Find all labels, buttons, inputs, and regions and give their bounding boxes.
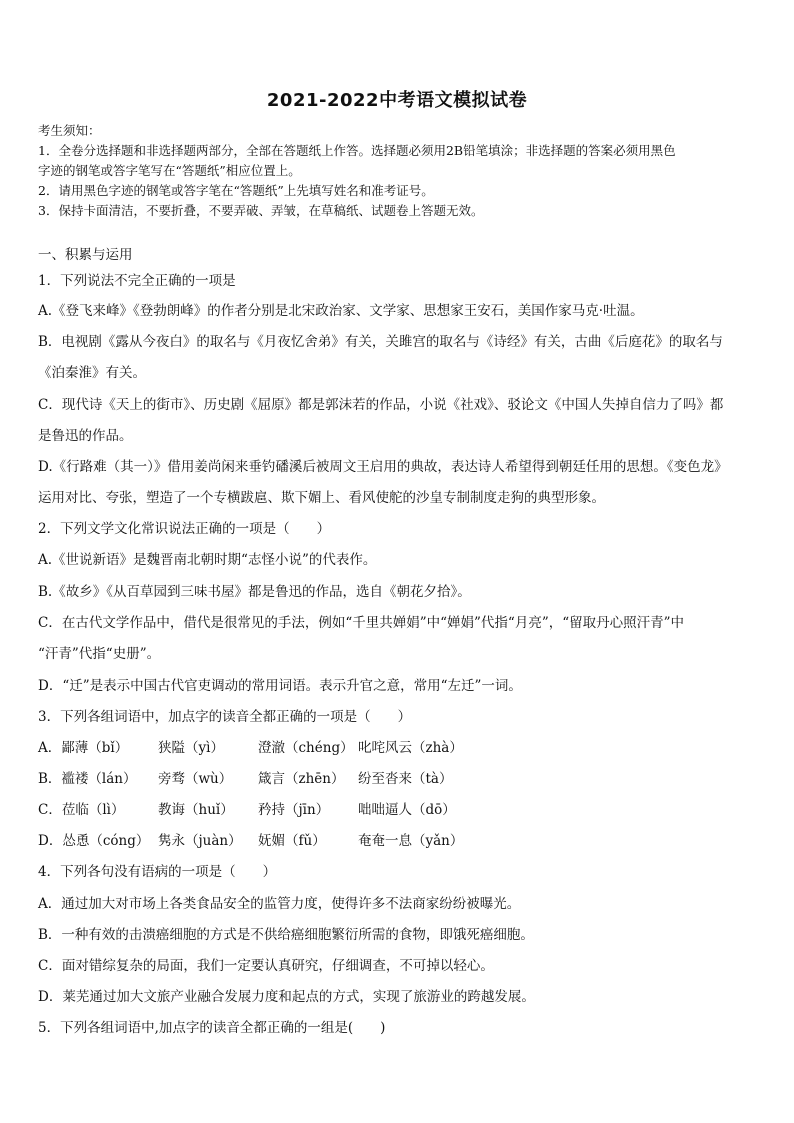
q3-c-word: 矜持（jīn） <box>258 802 330 818</box>
q3-b-word: B．褴褛（lán） <box>38 771 137 787</box>
question-stem-3: 3．下列各组词语中，加点字的读音全都正确的一项是（ ） <box>38 709 412 725</box>
q1-option-d: D.《行路难（其一）》借用姜尚闲来垂钓磻溪后被周文王启用的典故，表达诗人希望得到朝廷任用的思想。《变色龙》 <box>38 459 728 475</box>
q4-option-d: D．莱芜通过加大文旅产业融合发展力度和起点的方式，实现了旅游业的跨越发展。 <box>38 989 535 1005</box>
q3-a-word: 澄澈（chéng） <box>258 740 354 756</box>
q2-option-b: B.《故乡》《从百草园到三味书屋》都是鲁迅的作品，选自《朝花夕拾》。 <box>38 584 471 600</box>
q3-a-word: A．鄙薄（bǐ） <box>38 740 129 756</box>
notice-heading: 考生须知： <box>38 123 101 138</box>
q1-option-a: A.《登飞来峰》《登勃朗峰》的作者分别是北宋政治家、文学家、思想家王安石，美国作家马克·吐温。 <box>38 303 644 319</box>
q2-option-a: A.《世说新语》是魏晋南北朝时期“志怪小说”的代表作。 <box>38 552 377 568</box>
q1-option-b-cont: 《泊秦淮》有关。 <box>38 365 146 381</box>
notice-line: 2．请用黑色字迹的钢笔或答字笔在“答题纸”上先填写姓名和准考证号。 <box>38 183 434 198</box>
q2-option-c-cont: “汗青”代指“史册”。 <box>38 646 161 662</box>
q3-d-word: 妩媚（fǔ） <box>258 833 326 849</box>
q3-option-a <box>38 739 463 757</box>
q3-option-d <box>38 832 463 850</box>
q3-b-word: 箴言（zhēn） <box>258 771 345 787</box>
page-title: 2021-2022中考语文模拟试卷 <box>266 90 528 111</box>
q4-option-a: A．通过加大对市场上各类食品安全的监管力度，使得许多不法商家纷纷被曝光。 <box>38 896 521 912</box>
q3-c-word: 咄咄逼人（dō） <box>358 802 456 818</box>
q1-option-c-cont: 是鲁迅的作品。 <box>38 428 133 444</box>
section-heading: 一、积累与运用 <box>38 247 133 263</box>
q1-option-b: B．电视剧《露从今夜白》的取名与《月夜忆舍弟》有关，关雎宫的取名与《诗经》有关，古曲《后庭花》的取名与 <box>38 334 723 350</box>
notice-line: 1．全卷分选择题和非选择题两部分，全部在答题纸上作答。选择题必须用2B铅笔填涂；非选择题的答案必须用黑色 <box>38 143 676 158</box>
q1-option-d-cont: 运用对比、夸张，塑造了一个专横跋扈、欺下媚上、看风使舵的沙皇专制制度走狗的典型形象。 <box>38 490 605 506</box>
question-stem-5: 5．下列各组词语中,加点字的读音全都正确的一组是( ) <box>38 1020 386 1036</box>
q3-d-word: D．怂恿（cóng） <box>38 833 150 849</box>
q3-d-word: 隽永（juàn） <box>158 833 242 849</box>
q3-d-word: 奄奄一息（yǎn） <box>358 833 464 849</box>
q3-c-word: C．莅临（lì） <box>38 802 125 818</box>
q1-option-c: C．现代诗《天上的街市》、历史剧《屈原》都是郭沫若的作品，小说《社戏》、驳论文《中国人失掉自信力了吗》都 <box>38 397 724 413</box>
question-stem-4: 4．下列各句没有语病的一项是（ ） <box>38 864 277 880</box>
q2-option-d: D．“迁”是表示中国古代官吏调动的常用词语。表示升官之意，常用“左迁”一词。 <box>38 678 522 694</box>
notice-line: 3．保持卡面清洁，不要折叠，不要弄破、弄皱，在草稿纸、试题卷上答题无效。 <box>38 203 484 218</box>
question-stem-2: 2．下列文学文化常识说法正确的一项是（ ） <box>38 521 331 537</box>
q3-c-word: 教诲（huǐ） <box>158 802 234 818</box>
q3-option-b <box>38 770 452 788</box>
q3-a-word: 叱咤风云（zhà） <box>358 740 463 756</box>
q4-option-c: C．面对错综复杂的局面，我们一定要认真研究，仔细调查，不可掉以轻心。 <box>38 958 494 974</box>
q3-a-word: 狭隘（yì） <box>158 740 224 756</box>
q3-b-word: 纷至沓来（tà） <box>358 771 453 787</box>
q4-option-b: B．一种有效的击溃癌细胞的方式是不供给癌细胞繁衍所需的食物，即饿死癌细胞。 <box>38 927 534 943</box>
notice-line: 字迹的钢笔或答字笔写在“答题纸”相应位置上。 <box>38 163 301 178</box>
q3-option-c <box>38 801 456 819</box>
question-stem-1: 1．下列说法不完全正确的一项是 <box>38 273 236 289</box>
q2-option-c: C．在古代文学作品中，借代是很常见的手法，例如“千里共婵娟”中“婵娟”代指“月亮”，“留取丹心照汗青”中 <box>38 615 685 631</box>
q3-b-word: 旁骛（wù） <box>158 771 233 787</box>
